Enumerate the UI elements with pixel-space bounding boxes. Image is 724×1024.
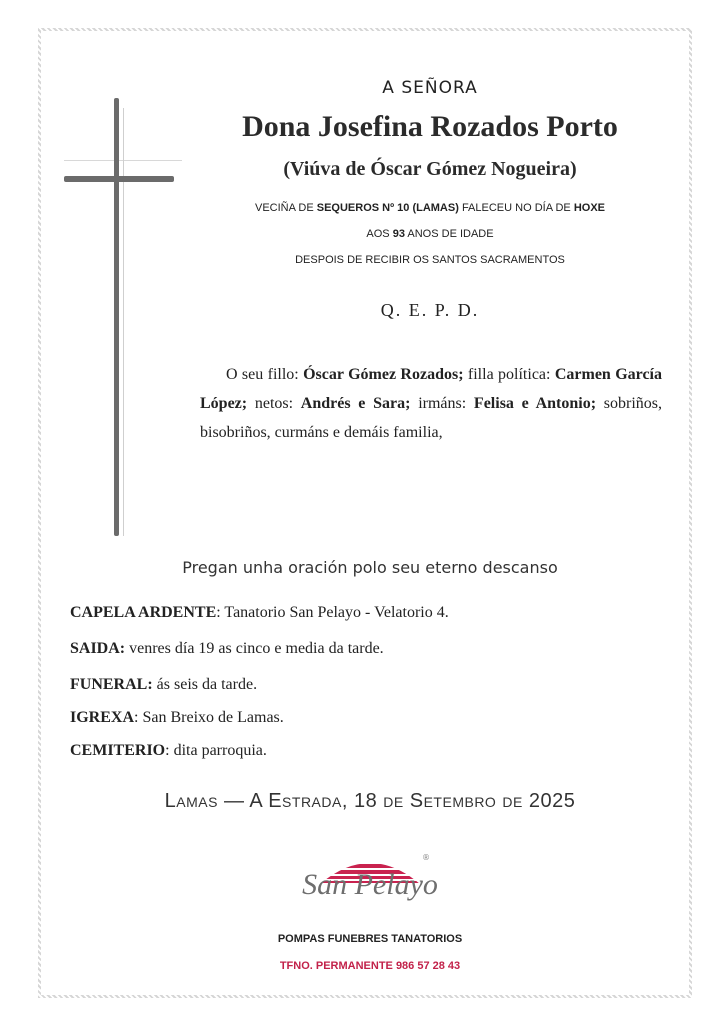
age-line xyxy=(200,228,660,240)
age-value: 93 xyxy=(392,228,405,240)
detail-label: SAIDA: xyxy=(70,640,126,657)
death-day: HOXE xyxy=(573,202,605,214)
notice-heading: A SEÑORA xyxy=(382,78,478,98)
deceased-name: Dona Josefina Rozados Porto xyxy=(242,110,618,143)
residence-middle: FALECEU NO DÍA DE xyxy=(458,202,574,214)
residence-place: SEQUEROS Nº 10 (LAMAS) xyxy=(316,202,459,214)
cross-icon-horizontal xyxy=(64,176,174,182)
grandchildren-label: netos: xyxy=(247,395,301,412)
registered-mark: ® xyxy=(422,853,430,862)
cross-shadow-vertical xyxy=(123,108,124,536)
age-prefix: AOS xyxy=(366,228,393,240)
detail-departure xyxy=(70,640,670,658)
detail-church xyxy=(70,709,670,727)
residence-line xyxy=(200,202,660,214)
grandchildren-names: Andrés e Sara; xyxy=(300,395,411,412)
age-suffix: ANOS DE IDADE xyxy=(404,228,494,240)
detail-label: CAPELA ARDENTE xyxy=(70,604,217,621)
phone-number: TFNO. PERMANENTE 986 57 28 43 xyxy=(279,960,461,972)
detail-chapel xyxy=(70,604,670,622)
residence-prefix: VECIÑA DE xyxy=(254,202,317,214)
detail-value: venres día 19 as cinco e media da tarde. xyxy=(129,640,384,657)
detail-separator: : xyxy=(165,742,174,759)
detail-label: IGREXA xyxy=(70,709,135,726)
detail-value: San Breixo de Lamas. xyxy=(142,709,284,726)
daughter-in-law-label: filla política: xyxy=(463,366,555,383)
detail-value: dita parroquia. xyxy=(173,742,267,759)
son-label: O seu fillo: xyxy=(226,366,304,383)
detail-separator: : xyxy=(134,709,143,726)
cross-icon-vertical xyxy=(114,98,119,536)
detail-label: CEMITERIO xyxy=(70,742,166,759)
daughter-in-law-name: Carmen García López; xyxy=(200,366,663,412)
siblings-names: Felisa e Antonio; xyxy=(473,395,597,412)
widow-of: (Viúva de Óscar Gómez Nogueira) xyxy=(283,158,577,180)
detail-funeral xyxy=(70,676,670,694)
detail-value: Tanatorio San Pelayo - Velatorio 4. xyxy=(224,604,449,621)
son-name: Óscar Gómez Rozados; xyxy=(303,366,464,383)
sacraments-line: DESPOIS DE RECIBIR OS SANTOS SACRAMENTOS xyxy=(295,254,565,266)
logo-text: San Pelayo xyxy=(302,868,438,901)
qepd: Q. E. P. D. xyxy=(380,300,480,320)
detail-value: ás seis da tarde. xyxy=(156,676,258,693)
detail-cemetery xyxy=(70,742,670,760)
prayer-line: Pregan unha oración polo seu eterno descanso xyxy=(182,558,558,577)
detail-label: FUNERAL: xyxy=(70,676,153,693)
other-family: sobriños, bisobriños, curmáns e demáis familia, xyxy=(200,395,663,441)
dateline: Lamas — A Estrada, 18 de Setembro de 2025 xyxy=(164,790,576,812)
company-tagline: POMPAS FUNEBRES TANATORIOS xyxy=(277,933,463,945)
family-paragraph xyxy=(200,360,662,447)
detail-separator: : xyxy=(216,604,225,621)
siblings-label: irmáns: xyxy=(410,395,474,412)
